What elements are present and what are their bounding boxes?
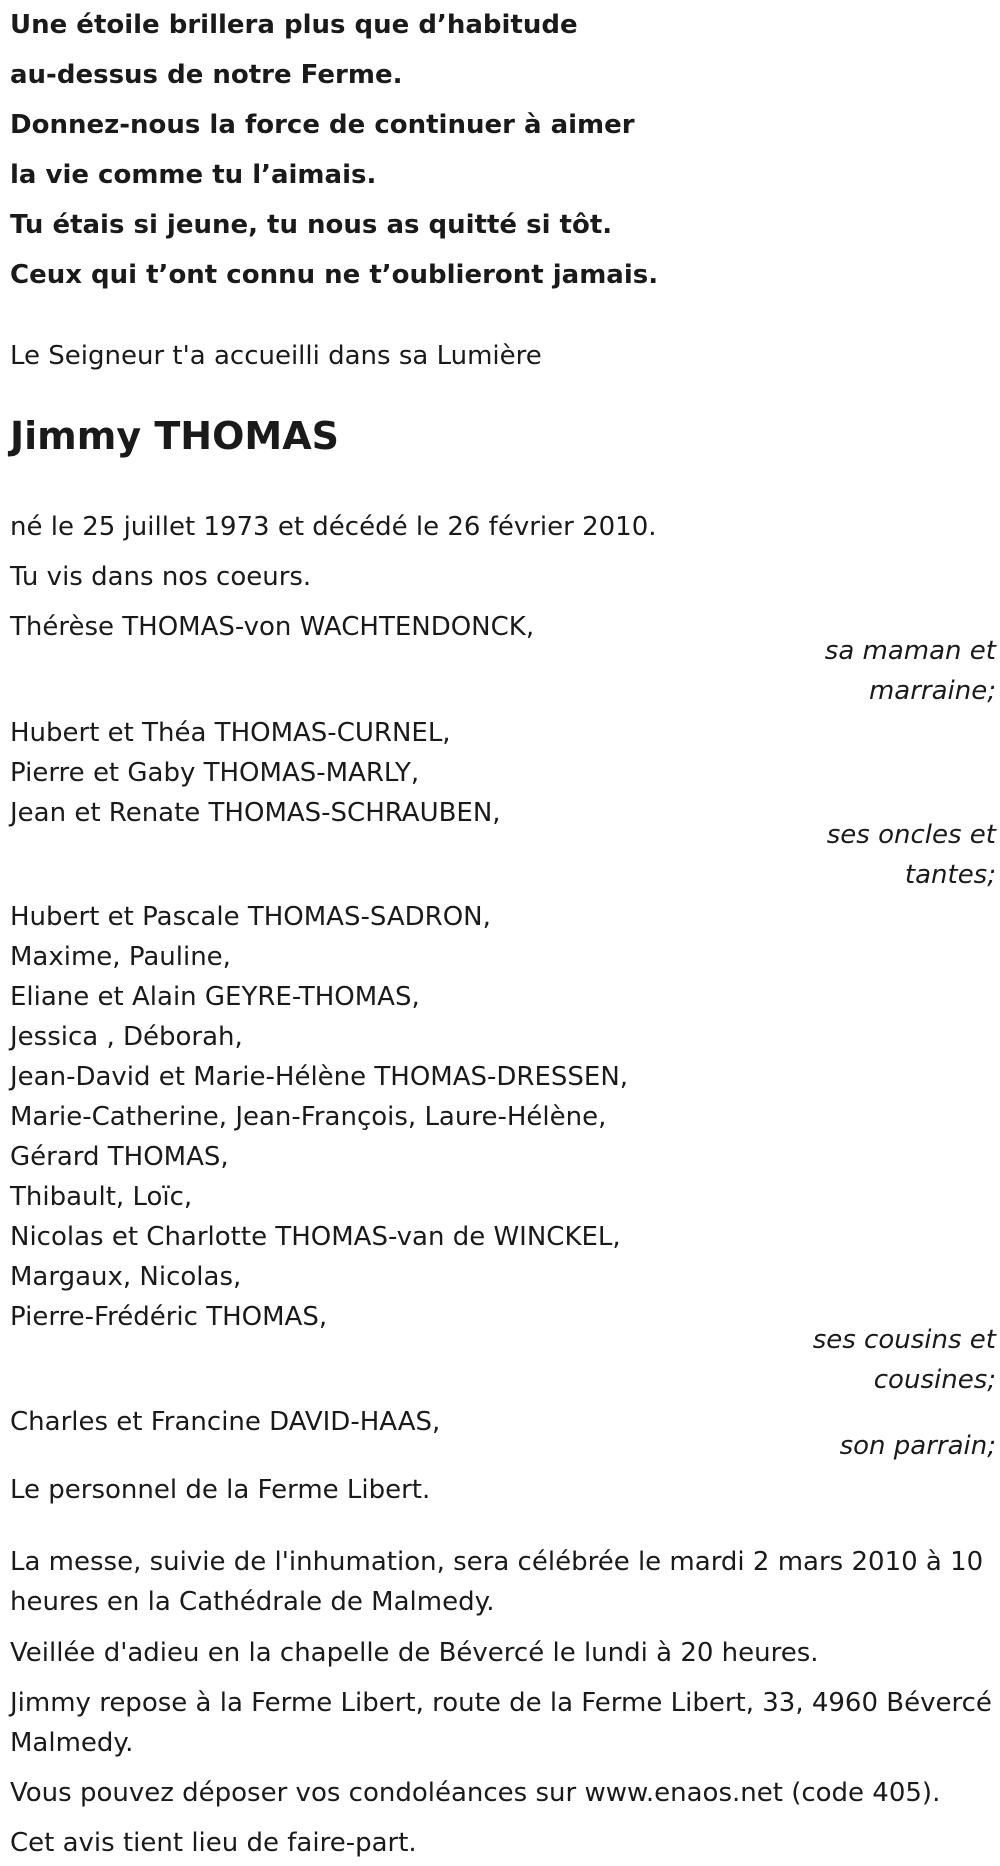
relation-label	[813, 1320, 996, 1400]
family-name: Jean et Renate THOMAS-SCHRAUBEN,	[10, 798, 501, 828]
poem	[10, 0, 1000, 300]
condolences-info: Vous pouvez déposer vos condoléances sur www.enaos.net (code 405).	[10, 1778, 941, 1808]
intro-text: Le Seigneur t'a accueilli dans sa Lumière	[10, 341, 542, 371]
family-name: Margaux, Nicolas,	[10, 1262, 242, 1292]
family-name: Thérèse THOMAS-von WACHTENDONCK,	[10, 612, 535, 642]
birth-death-dates: né le 25 juillet 1973 et décédé le 26 février 2010.	[10, 512, 657, 542]
poem-line: au-dessus de notre Ferme.	[10, 60, 403, 90]
relation-line: son parrain;	[839, 1431, 996, 1461]
poem-line: Tu étais si jeune, tu nous as quitté si tôt.	[10, 210, 613, 240]
relation-line: ses cousins et	[812, 1325, 996, 1355]
family-name: Maxime, Pauline,	[10, 942, 231, 972]
family-name: Eliane et Alain GEYRE-THOMAS,	[10, 982, 420, 1012]
family-name: Thibault, Loïc,	[10, 1182, 193, 1212]
family-name: Nicolas et Charlotte THOMAS-van de WINCKEL,	[10, 1222, 621, 1252]
family-name: Marie-Catherine, Jean-François, Laure-Hélène,	[10, 1102, 607, 1132]
repose-info: Jimmy repose à la Ferme Libert, route de la Ferme Libert, 33, 4960 Bévercé Malmedy.	[10, 1688, 992, 1758]
relation-line: sa maman et	[824, 636, 996, 666]
obituary-page	[10, 0, 1000, 1858]
staff-line: Le personnel de la Ferme Libert.	[10, 1475, 431, 1505]
mass-info: La messe, suivie de l'inhumation, sera célébrée le mardi 2 mars 2010 à 10 heures en la Cathédrale de Malmedy.	[10, 1547, 984, 1617]
tagline: Tu vis dans nos coeurs.	[10, 562, 312, 592]
poem-line: la vie comme tu l’aimais.	[10, 160, 377, 190]
family-name: Hubert et Théa THOMAS-CURNEL,	[10, 718, 451, 748]
family-name: Pierre-Frédéric THOMAS,	[10, 1302, 328, 1332]
vigil-info: Veillée d'adieu en la chapelle de Bévercé le lundi à 20 heures.	[10, 1638, 819, 1668]
relation-label	[840, 1426, 996, 1466]
poem-line: Ceux qui t’ont connu ne t’oublieront jamais.	[10, 260, 659, 290]
relation-line: ses oncles et	[826, 820, 996, 850]
poem-line: Une étoile brillera plus que d’habitude	[10, 10, 578, 40]
deceased-name: Jimmy THOMAS	[10, 414, 339, 458]
family-name: Charles et Francine DAVID-HAAS,	[10, 1407, 441, 1437]
family-name: Jessica , Déborah,	[10, 1022, 243, 1052]
family-name: Hubert et Pascale THOMAS-SADRON,	[10, 902, 491, 932]
relation-line: marraine;	[868, 676, 996, 706]
family-name: Pierre et Gaby THOMAS-MARLY,	[10, 758, 420, 788]
relation-line: cousines;	[873, 1365, 996, 1395]
family-name: Jean-David et Marie-Hélène THOMAS-DRESSEN,	[10, 1062, 629, 1092]
relation-label	[827, 815, 996, 895]
relation-line: tantes;	[904, 860, 996, 890]
family-name: Gérard THOMAS,	[10, 1142, 229, 1172]
notice-info: Cet avis tient lieu de faire-part.	[10, 1828, 417, 1858]
relation-label	[825, 631, 996, 711]
poem-line: Donnez-nous la force de continuer à aimer	[10, 110, 635, 140]
